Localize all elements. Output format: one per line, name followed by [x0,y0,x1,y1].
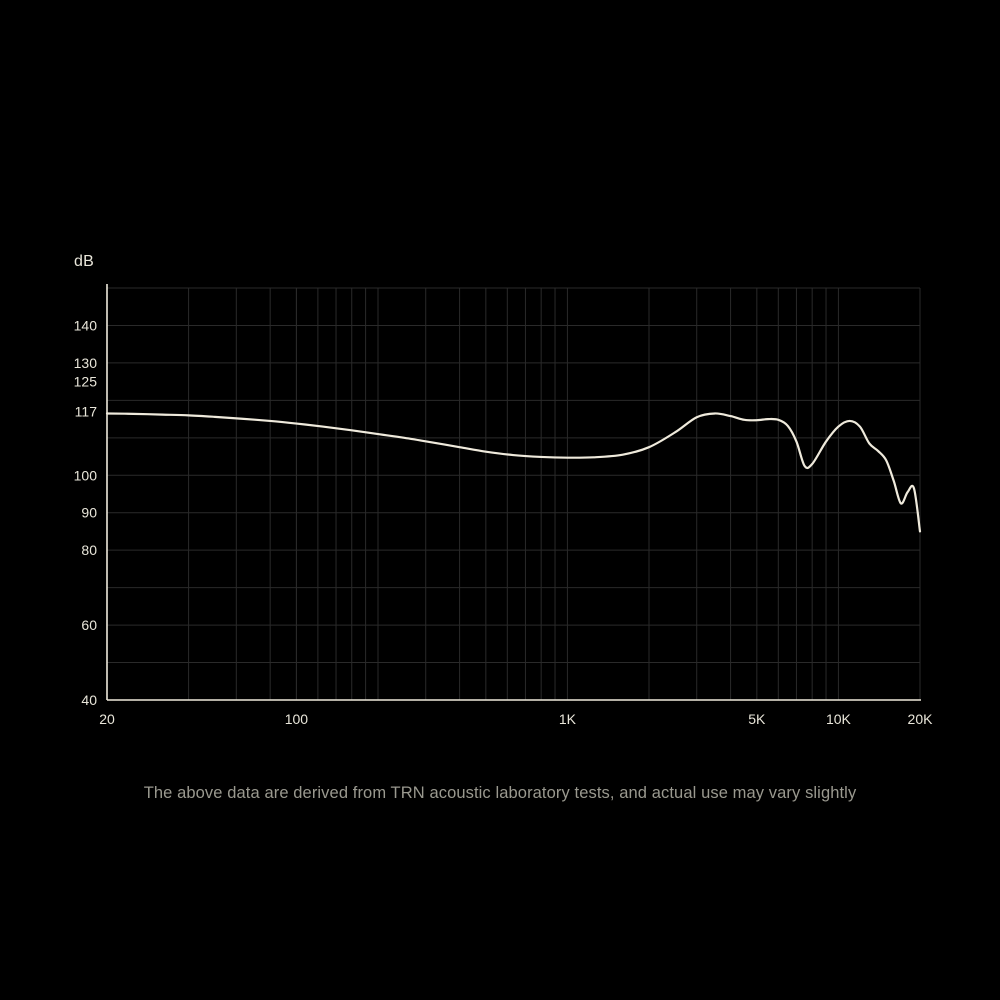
svg-text:80: 80 [81,542,97,559]
svg-text:117: 117 [74,403,97,420]
svg-text:60: 60 [81,617,97,634]
chart-caption: The above data are derived from TRN acoustic laboratory tests, and actual use may vary slightly [143,784,857,802]
y-axis-unit-label: dB [74,253,94,270]
svg-text:40: 40 [81,692,97,708]
svg-text:140: 140 [73,317,97,334]
svg-text:20K: 20K [907,711,933,727]
svg-text:100: 100 [73,467,97,484]
svg-text:1K: 1K [558,711,576,727]
svg-text:130: 130 [73,354,97,371]
svg-text:20: 20 [99,711,115,727]
svg-text:100: 100 [284,711,309,727]
svg-text:90: 90 [81,504,97,521]
svg-text:5K: 5K [748,711,766,727]
svg-text:10K: 10K [825,711,851,727]
svg-text:125: 125 [73,373,97,390]
